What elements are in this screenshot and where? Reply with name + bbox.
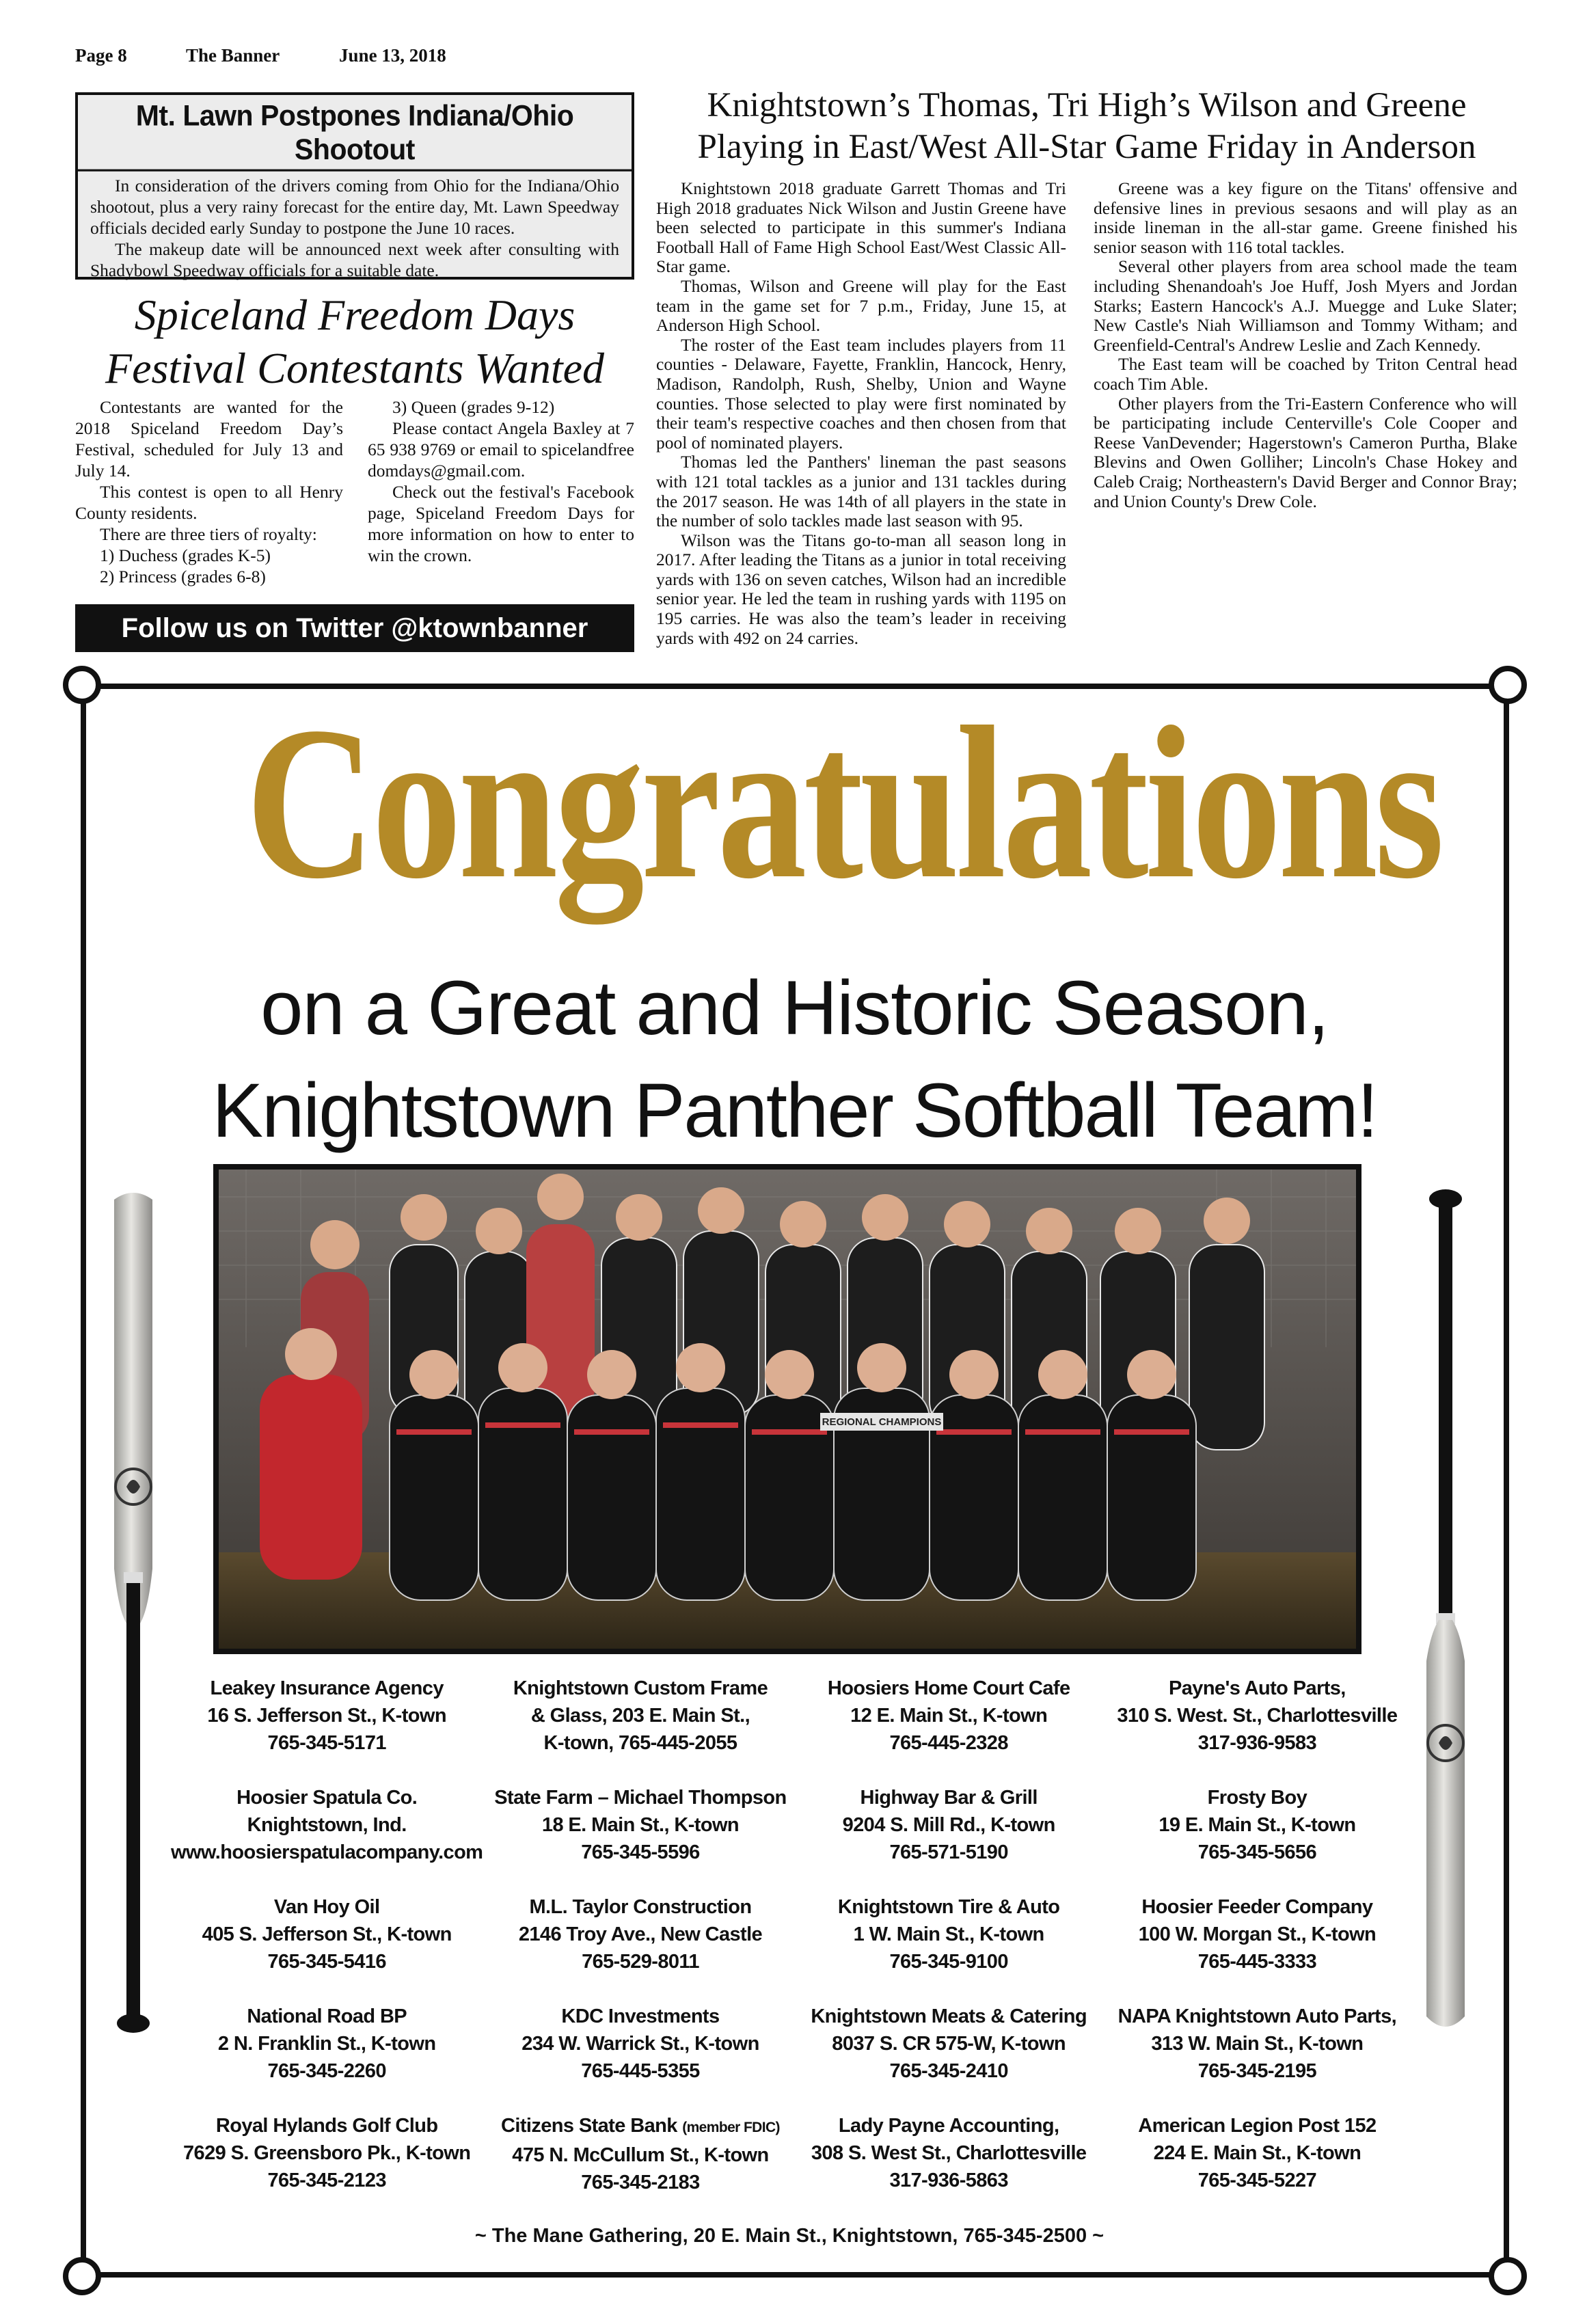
sponsor-address: 1 W. Main St., K-town — [853, 1923, 1044, 1945]
sponsor-contact: 765-345-5656 — [1197, 1841, 1317, 1863]
sponsor-name-text: KDC Investments — [561, 2005, 720, 2027]
sponsor-name-text: NAPA Knightstown Auto Parts, — [1117, 2005, 1397, 2027]
spiceland-headline-line2: Festival Contestants Wanted — [105, 344, 605, 392]
sponsor-name — [489, 1893, 791, 1921]
sponsor-address: 308 S. West St., Charlottesville — [811, 2142, 1087, 2164]
sponsor-contact: www.hoosierspatulacompany.com — [171, 1841, 483, 1863]
sponsor-name — [171, 1784, 483, 1811]
spiceland-paragraph: Please contact Angela Baxley at 765 938 9769 or email to spicelandfreedomdays@gmail.com. — [368, 418, 634, 481]
sponsor-contact: 765-345-5416 — [267, 1951, 386, 1973]
sponsor-address: 234 W. Warrick St., K-town — [521, 2033, 759, 2055]
sponsor-address: 100 W. Morgan St., K-town — [1138, 1923, 1377, 1945]
twitter-banner[interactable]: Follow us on Twitter @ktownbanner — [75, 604, 634, 652]
sponsor-address: 310 S. West. St., Charlottesville — [1117, 1705, 1398, 1727]
sponsor-name — [171, 1893, 483, 1921]
sponsor-address: 16 S. Jefferson St., K-town — [207, 1705, 446, 1727]
sponsor-contact: 765-345-5596 — [581, 1841, 700, 1863]
sponsor-contact: 317-936-9583 — [1197, 1732, 1317, 1754]
baseball-bat-icon — [99, 1186, 167, 2047]
sponsor-name — [798, 1675, 1100, 1702]
sponsor-name-text: Lady Payne Accounting, — [838, 2115, 1059, 2137]
sponsor-contact: 317-936-5863 — [889, 2170, 1008, 2191]
sponsor-entry — [171, 1675, 483, 1757]
sponsor-entry — [489, 1784, 791, 1866]
sponsor-name-text: Frosty Boy — [1207, 1787, 1307, 1809]
sponsor-name — [171, 2112, 483, 2139]
sponsor-contact: 765-345-2195 — [1197, 2060, 1317, 2082]
sponsor-contact: 765-345-2410 — [889, 2060, 1008, 2082]
sponsor-address: 2146 Troy Ave., New Castle — [518, 1923, 763, 1945]
allstar-headline-line1: Knightstown’s Thomas, Tri High’s Wilson and Greene — [707, 86, 1467, 124]
sponsor-address: 224 E. Main St., K-town — [1153, 2142, 1361, 2164]
baseball-bat-icon — [1411, 1183, 1480, 2044]
congratulations-heading: Congratulations — [245, 682, 1441, 924]
spiceland-paragraph: Contestants are wanted for the 2018 Spiceland Freedom Day’s Festival, scheduled for July 13 and July 14. — [75, 397, 343, 481]
sponsor-contact: 765-445-3333 — [1197, 1951, 1317, 1973]
sponsor-name-text: Hoosiers Home Court Cafe — [827, 1677, 1070, 1699]
team-photo-illustration — [219, 1170, 1356, 1649]
sponsor-name — [1107, 1893, 1408, 1921]
sponsor-name-text: Van Hoy Oil — [273, 1896, 380, 1918]
sponsor-address: 9204 S. Mill Rd., K-town — [842, 1814, 1055, 1836]
sponsor-name-text: National Road BP — [247, 2005, 407, 2027]
allstar-headline-line2: Playing in East/West All-Star Game Friday in Anderson — [697, 128, 1476, 166]
sponsor-entry — [489, 2003, 791, 2085]
sponsor-entry — [1107, 1675, 1408, 1757]
sponsor-address: & Glass, 203 E. Main St., — [530, 1705, 750, 1727]
sponsor-address: 405 S. Jefferson St., K-town — [202, 1923, 452, 1945]
sponsor-name-text: Royal Hylands Golf Club — [215, 2115, 438, 2137]
sponsor-entry — [489, 2112, 791, 2196]
team-photo — [213, 1164, 1361, 1654]
spiceland-paragraph: Check out the festival's Facebook page, Spiceland Freedom Days for more information on how to enter to win the crown. — [368, 482, 634, 565]
sponsor-address: 475 N. McCullum St., K-town — [512, 2144, 769, 2166]
sponsor-entry — [798, 1784, 1100, 1866]
sponsor-name — [798, 1784, 1100, 1811]
royalty-tier: 1) Duchess (grades K-5) — [100, 545, 271, 565]
sponsor-name-suffix: (member FDIC) — [682, 2120, 780, 2135]
sponsor-contact: 765-345-2123 — [267, 2170, 386, 2191]
sponsor-contact: 765-345-9100 — [889, 1951, 1008, 1973]
sponsor-name-text: Knightstown Meats & Catering — [811, 2005, 1087, 2027]
spiceland-headline — [75, 288, 634, 395]
sponsor-name — [489, 1675, 791, 1702]
sponsor-name — [1107, 2112, 1408, 2139]
mtlawn-paragraph: The makeup date will be announced next week after consulting with Shadybowl Speedway officials for a suitable date. — [90, 239, 619, 280]
mtlawn-paragraph: In consideration of the drivers coming from Ohio for the Indiana/Ohio shootout, plus a very rainy forecast for the entire day, Mt. Lawn Speedway officials decided early Sunday to postpone the June 10 races. — [90, 176, 619, 238]
allstar-paragraph: Greene was a key figure on the Titans' offensive and defensive lines in previous sesaons and will play as an inside lineman in the all-star game. Greene finished his senior season with 116 total tackles. — [1094, 178, 1517, 257]
sponsor-name — [489, 2112, 791, 2141]
sponsor-name-text: State Farm – Michael Thompson — [494, 1787, 787, 1809]
sponsor-entry — [489, 1675, 791, 1757]
ad-footer: ~ The Mane Gathering, 20 E. Main St., Knightstown, 765-345-2500 ~ — [474, 2225, 1105, 2247]
frame-corner — [63, 666, 101, 704]
allstar-paragraph: Several other players from area school made the team including Shenandoah's Joe Huff, Josh Myers and Jordan Starks; Eastern Hancock's A.J. Muegge and Luke Slater; New Castle's Niah Williamson and Tommy Witham; and Greenfield-Central's Andrew Leslie and Zach Kennedy. — [1094, 256, 1517, 355]
sponsor-contact: 765-345-2183 — [581, 2172, 700, 2193]
allstar-column-left — [656, 179, 1066, 648]
sponsor-entry — [798, 1893, 1100, 1975]
ad-subheading-line2: Knightstown Panther Softball Team! — [212, 1068, 1377, 1153]
mtlawn-headline: Mt. Lawn Postpones Indiana/Ohio Shootout — [78, 93, 632, 171]
allstar-paragraph: Thomas, Wilson and Greene will play for the East team in the game set for 7 p.m., Friday, June 15, at Anderson High School. — [656, 275, 1066, 336]
sponsor-list — [171, 1675, 1408, 2196]
ad-subheading-line1: on a Great and Historic Season, — [260, 965, 1329, 1051]
spiceland-column-left — [75, 396, 343, 587]
sponsor-contact: 765-345-5227 — [1197, 2170, 1317, 2191]
sponsor-entry — [171, 1893, 483, 1975]
spiceland-column-right — [368, 396, 634, 566]
mtlawn-article-box — [75, 92, 634, 280]
paper-name: The Banner — [186, 45, 280, 66]
royalty-tier: 3) Queen (grades 9-12) — [392, 397, 555, 417]
sponsor-name-text: Leakey Insurance Agency — [210, 1677, 444, 1699]
frame-corner — [1489, 666, 1527, 704]
allstar-paragraph: The roster of the East team includes players from 11 counties - Delaware, Fayette, Franklin, Hancock, Henry, Madison, Randolph, Rush, Shelby, Union and Wayne counties. Those selected to play were first nominated by their team's respective coaches and then chosen from that pool of nominated players. — [656, 334, 1066, 452]
sponsor-name — [171, 1675, 483, 1702]
allstar-paragraph: Wilson was the Titans go-to-man all season long in 2017. After leading the Titans as a junior in total receiving yards with 136 on seven catches, Wilson had an incredible senior year. He led the team in rushing yards with 1195 on 195 carries. He was also the team’s leader in receiving yards with 492 on 24 carries. — [656, 530, 1066, 648]
sponsor-address: 12 E. Main St., K-town — [850, 1705, 1048, 1727]
sponsor-entry — [1107, 1893, 1408, 1975]
sponsor-contact: 765-345-2260 — [267, 2060, 386, 2082]
sponsor-entry — [1107, 2003, 1408, 2085]
sponsor-name-text: Highway Bar & Grill — [860, 1787, 1038, 1809]
sponsor-name — [1107, 1784, 1408, 1811]
sponsor-contact: 765-445-2328 — [889, 1732, 1008, 1754]
sponsor-address: Knightstown, Ind. — [247, 1814, 407, 1836]
regional-champions-text: REGIONAL CHAMPIONS — [822, 1416, 942, 1428]
issue-date: June 13, 2018 — [339, 45, 446, 66]
sponsor-address: 7629 S. Greensboro Pk., K-town — [183, 2142, 471, 2164]
sponsor-name — [489, 2003, 791, 2030]
frame-corner — [63, 2257, 101, 2295]
sponsor-name — [1107, 1675, 1408, 1702]
spiceland-paragraph: This contest is open to all Henry County residents. — [75, 482, 343, 523]
sponsor-name-text: Hoosier Feeder Company — [1141, 1896, 1373, 1918]
sponsor-entry — [1107, 1784, 1408, 1866]
allstar-headline — [656, 85, 1517, 168]
sponsor-entry — [798, 2003, 1100, 2085]
page-number: Page 8 — [75, 45, 127, 66]
spiceland-paragraph: There are three tiers of royalty: — [100, 524, 317, 544]
sponsor-name — [489, 1784, 791, 1811]
allstar-paragraph: The East team will be coached by Triton Central head coach Tim Able. — [1094, 354, 1517, 394]
allstar-paragraph: Thomas led the Panthers' lineman the past seasons with 121 total tackles as a junior and 131 tackles during the 2017 season. He was 14th of all players in the state in the number of solo tackles made last season with 95. — [656, 452, 1066, 531]
sponsor-name-text: Citizens State Bank — [501, 2115, 677, 2137]
sponsor-name — [171, 2003, 483, 2030]
allstar-paragraph: Other players from the Tri-Eastern Conference who will be participating include Centerville's Cole Cooper and Reese VanDevender; Hagerstown's Cameron Purtha, Blake Blevins and Owen Golliher; Lincoln's Chase Hokey and Caleb Craig; Northeastern's David Berger and Connor Bray; and Union County's Drew Cole. — [1094, 393, 1517, 511]
sponsor-name — [798, 1893, 1100, 1921]
sponsor-address: 18 E. Main St., K-town — [541, 1814, 740, 1836]
sponsor-contact: 765-445-5355 — [581, 2060, 700, 2082]
sponsor-name-text: M.L. Taylor Construction — [529, 1896, 752, 1918]
page-header — [75, 45, 554, 72]
sponsor-entry — [798, 1675, 1100, 1757]
sponsor-name — [798, 2112, 1100, 2139]
sponsor-entry — [171, 1784, 483, 1866]
sponsor-name — [798, 2003, 1100, 2030]
sponsor-name-text: American Legion Post 152 — [1138, 2115, 1377, 2137]
sponsor-address: 2 N. Franklin St., K-town — [217, 2033, 436, 2055]
sponsor-entry — [489, 1893, 791, 1975]
spiceland-headline-line1: Spiceland Freedom Days — [134, 290, 575, 339]
sponsor-contact: 765-345-5171 — [267, 1732, 386, 1754]
sponsor-name — [1107, 2003, 1408, 2030]
sponsor-address: 313 W. Main St., K-town — [1151, 2033, 1364, 2055]
sponsor-address: 8037 S. CR 575-W, K-town — [832, 2033, 1066, 2055]
sponsor-name-text: Hoosier Spatula Co. — [236, 1787, 418, 1809]
sponsor-name-text: Knightstown Tire & Auto — [837, 1896, 1060, 1918]
allstar-column-right — [1094, 179, 1517, 511]
sponsor-entry — [1107, 2112, 1408, 2196]
sponsor-address: 19 E. Main St., K-town — [1158, 1814, 1356, 1836]
sponsor-entry — [171, 2112, 483, 2196]
sponsor-contact: 765-571-5190 — [889, 1841, 1008, 1863]
sponsor-entry — [798, 2112, 1100, 2196]
sponsor-name-text: Knightstown Custom Frame — [513, 1677, 768, 1699]
sponsor-contact: 765-529-8011 — [582, 1951, 699, 1973]
frame-corner — [1489, 2257, 1527, 2295]
allstar-paragraph: Knightstown 2018 graduate Garrett Thomas and Tri High 2018 graduates Nick Wilson and Justin Greene have been selected to participate in this summer's Indiana Football Hall of Fame High School East/West Classic All-Star game. — [656, 178, 1066, 277]
sponsor-contact: K-town, 765-445-2055 — [543, 1732, 737, 1754]
sponsor-entry — [171, 2003, 483, 2085]
sponsor-name-text: Payne's Auto Parts, — [1169, 1677, 1346, 1699]
royalty-tier: 2) Princess (grades 6-8) — [100, 567, 266, 586]
